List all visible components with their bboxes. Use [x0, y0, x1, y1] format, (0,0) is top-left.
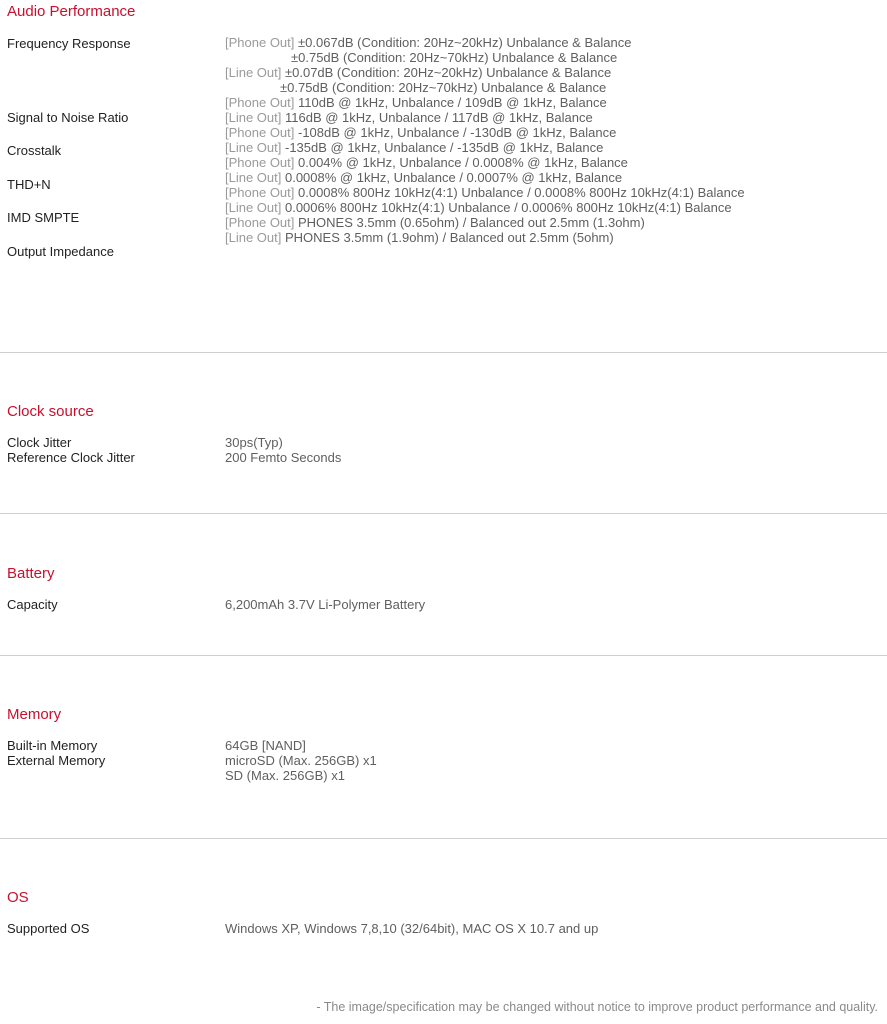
spec-value-text: 0.0008% 800Hz 10kHz(4:1) Unbalance / 0.0008% 800Hz 10kHz(4:1) Balance: [294, 185, 745, 200]
os-labels: [7, 921, 89, 936]
clock-source-labels: [7, 435, 135, 465]
output-tag: [Line Out]: [225, 230, 282, 245]
spec-value-line: [225, 80, 745, 95]
spec-value-text: -108dB @ 1kHz, Unbalance / -130dB @ 1kHz, Balance: [294, 125, 617, 140]
spec-label-thdn: THD+N: [7, 177, 51, 192]
os-values: [225, 921, 598, 936]
spec-value-built-in-memory: 64GB [NAND]: [225, 738, 306, 753]
spec-value-line: [225, 95, 745, 110]
spec-value-line: [225, 110, 745, 125]
memory-values: [225, 738, 377, 783]
output-tag: [Phone Out]: [225, 185, 295, 200]
output-tag: [Phone Out]: [225, 125, 295, 140]
spec-value-capacity: 6,200mAh 3.7V Li-Polymer Battery: [225, 597, 426, 612]
disclaimer-footnote: - The image/specification may be changed without notice to improve product performance and quality.: [316, 1000, 878, 1014]
battery-labels: [7, 597, 58, 612]
spec-value-text: ±0.067dB (Condition: 20Hz~20kHz) Unbalance & Balance: [294, 35, 632, 50]
memory-title: Memory: [7, 706, 62, 723]
output-tag: [Phone Out]: [225, 35, 295, 50]
audio-performance-title: Audio Performance: [7, 3, 136, 20]
spec-value-text: 110dB @ 1kHz, Unbalance / 109dB @ 1kHz, Balance: [294, 95, 607, 110]
spec-label-clock-jitter: Clock Jitter: [7, 435, 72, 450]
spec-value-text: ±0.75dB (Condition: 20Hz~70kHz) Unbalance & Balance: [280, 80, 607, 95]
spec-label-supported-os: Supported OS: [7, 921, 90, 936]
spec-value-line: [225, 155, 745, 170]
os-title: OS: [7, 889, 29, 906]
spec-value-text: PHONES 3.5mm (1.9ohm) / Balanced out 2.5mm (5ohm): [281, 230, 614, 245]
spec-value-line: [225, 65, 745, 80]
spec-value-text: ±0.75dB (Condition: 20Hz~70kHz) Unbalance & Balance: [291, 50, 618, 65]
audio-performance-values: [225, 35, 745, 245]
section-divider: [0, 655, 887, 656]
output-tag: [Line Out]: [225, 65, 282, 80]
battery-title: Battery: [7, 565, 55, 582]
spec-label-capacity: Capacity: [7, 597, 58, 612]
spec-value-text: ±0.07dB (Condition: 20Hz~20kHz) Unbalance & Balance: [281, 65, 612, 80]
output-tag: [Line Out]: [225, 200, 282, 215]
spec-value-line: [225, 200, 745, 215]
output-tag: [Line Out]: [225, 140, 282, 155]
spec-label-reference-clock-jitter: Reference Clock Jitter: [7, 450, 135, 465]
spec-value-text: 116dB @ 1kHz, Unbalance / 117dB @ 1kHz, Balance: [281, 110, 593, 125]
spec-value-clock-jitter: 30ps(Typ): [225, 435, 283, 450]
spec-value-line: [225, 140, 745, 155]
spec-value-text: 0.004% @ 1kHz, Unbalance / 0.0008% @ 1kHz, Balance: [294, 155, 628, 170]
spec-label-external-memory: External Memory: [7, 753, 106, 768]
clock-source-title: Clock source: [7, 403, 94, 420]
output-tag: [Line Out]: [225, 110, 282, 125]
spec-label-output-impedance: Output Impedance: [7, 244, 114, 259]
spec-value-sd: SD (Max. 256GB) x1: [225, 768, 345, 783]
battery-values: [225, 597, 425, 612]
spec-value-microsd: microSD (Max. 256GB) x1: [225, 753, 377, 768]
spec-value-supported-os: Windows XP, Windows 7,8,10 (32/64bit), MAC OS X 10.7 and up: [225, 921, 599, 936]
spec-value-line: [225, 215, 745, 230]
clock-source-values: [225, 435, 341, 465]
section-divider: [0, 513, 887, 514]
spec-value-line: [225, 50, 745, 65]
spec-label-snr: Signal to Noise Ratio: [7, 110, 129, 125]
spec-value-text: -135dB @ 1kHz, Unbalance / -135dB @ 1kHz, Balance: [281, 140, 604, 155]
spec-value-line: [225, 170, 745, 185]
output-tag: [Phone Out]: [225, 215, 295, 230]
spec-label-crosstalk: Crosstalk: [7, 143, 62, 158]
spec-value-line: [225, 125, 745, 140]
output-tag: [Phone Out]: [225, 155, 295, 170]
output-tag: [Phone Out]: [225, 95, 295, 110]
spec-value-line: [225, 230, 745, 245]
spec-label-frequency-response: Frequency Response: [7, 36, 131, 51]
spec-label-imd-smpte: IMD SMPTE: [7, 210, 80, 225]
spec-value-line: [225, 35, 745, 50]
output-tag: [Line Out]: [225, 170, 282, 185]
section-divider: [0, 838, 887, 839]
spec-value-line: [225, 185, 745, 200]
memory-labels: [7, 738, 105, 768]
spec-value-text: 0.0008% @ 1kHz, Unbalance / 0.0007% @ 1kHz, Balance: [281, 170, 623, 185]
spec-value-text: PHONES 3.5mm (0.65ohm) / Balanced out 2.5mm (1.3ohm): [294, 215, 645, 230]
spec-value-text: 0.0006% 800Hz 10kHz(4:1) Unbalance / 0.0006% 800Hz 10kHz(4:1) Balance: [281, 200, 732, 215]
spec-label-built-in-memory: Built-in Memory: [7, 738, 98, 753]
section-divider: [0, 352, 887, 353]
spec-value-reference-clock-jitter: 200 Femto Seconds: [225, 450, 342, 465]
